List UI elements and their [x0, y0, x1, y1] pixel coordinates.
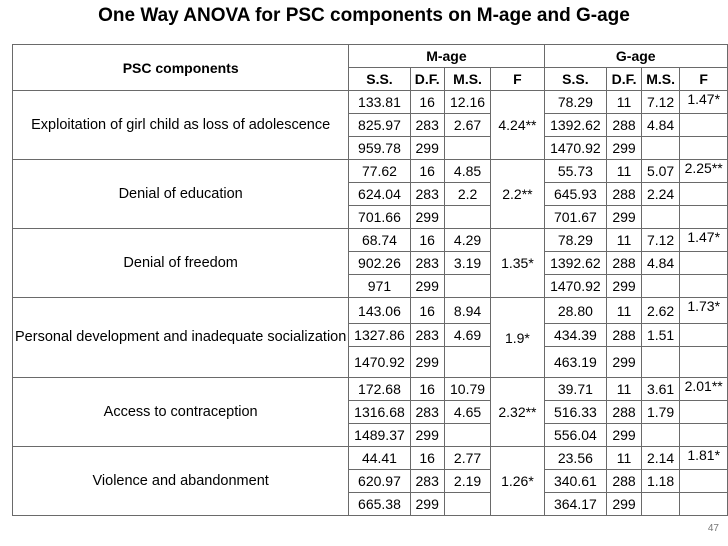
component-name: Denial of education: [13, 160, 349, 229]
m-df-cell: 16: [410, 229, 444, 252]
g-df-cell: 299: [607, 347, 642, 378]
m-ms-cell: 3.19: [444, 252, 491, 275]
m-df-cell: 283: [410, 401, 444, 424]
component-name: Denial of freedom: [13, 229, 349, 298]
g-f-empty-cell: [680, 324, 728, 347]
g-ms-cell: 2.62: [641, 298, 680, 324]
m-ss-cell: 68.74: [349, 229, 410, 252]
g-ss-cell: 645.93: [544, 183, 607, 206]
g-ms-cell: [641, 493, 680, 516]
header-m-f: F: [491, 68, 544, 91]
g-f-empty-cell: [680, 275, 728, 298]
g-ss-cell: 434.39: [544, 324, 607, 347]
m-ms-cell: [444, 493, 491, 516]
m-ms-cell: 8.94: [444, 298, 491, 324]
g-df-cell: 11: [607, 160, 642, 183]
g-f-cell: 1.47*: [680, 229, 728, 252]
page-number: 47: [707, 523, 719, 534]
m-f-cell: 2.32**: [491, 378, 544, 447]
g-f-empty-cell: [680, 424, 728, 447]
g-ss-cell: 28.80: [544, 298, 607, 324]
m-ss-cell: 77.62: [349, 160, 410, 183]
m-f-cell: 2.2**: [491, 160, 544, 229]
g-ms-cell: 1.18: [641, 470, 680, 493]
g-ms-cell: [641, 424, 680, 447]
m-ms-cell: 4.69: [444, 324, 491, 347]
m-ss-cell: 143.06: [349, 298, 410, 324]
m-ms-cell: 2.77: [444, 447, 491, 470]
table-row: [13, 160, 728, 183]
m-ms-cell: 10.79: [444, 378, 491, 401]
g-df-cell: 288: [607, 401, 642, 424]
g-df-cell: 11: [607, 447, 642, 470]
header-g-age: G-age: [544, 45, 727, 68]
m-df-cell: 283: [410, 114, 444, 137]
header-g-ms: M.S.: [641, 68, 680, 91]
header-psc-components: PSC components: [13, 45, 349, 91]
table-row: [13, 378, 728, 401]
m-ss-cell: 665.38: [349, 493, 410, 516]
m-ss-cell: 959.78: [349, 137, 410, 160]
g-df-cell: 11: [607, 91, 642, 114]
header-m-ms: M.S.: [444, 68, 491, 91]
table-body: [13, 91, 728, 516]
header-g-df: D.F.: [607, 68, 642, 91]
anova-table: [12, 44, 728, 516]
g-ss-cell: 463.19: [544, 347, 607, 378]
m-ms-cell: 4.85: [444, 160, 491, 183]
m-ms-cell: [444, 347, 491, 378]
g-df-cell: 288: [607, 252, 642, 275]
component-name: Personal development and inadequate socialization: [13, 298, 349, 378]
m-df-cell: 16: [410, 91, 444, 114]
g-df-cell: 11: [607, 229, 642, 252]
header-g-ss: S.S.: [544, 68, 607, 91]
g-f-empty-cell: [680, 137, 728, 160]
m-df-cell: 283: [410, 183, 444, 206]
g-df-cell: 299: [607, 275, 642, 298]
component-name: Access to contraception: [13, 378, 349, 447]
g-ms-cell: 7.12: [641, 91, 680, 114]
g-f-cell: 1.47*: [680, 91, 728, 114]
g-f-empty-cell: [680, 401, 728, 424]
g-df-cell: 11: [607, 298, 642, 324]
g-ss-cell: 516.33: [544, 401, 607, 424]
g-ss-cell: 340.61: [544, 470, 607, 493]
g-ms-cell: 4.84: [641, 252, 680, 275]
m-df-cell: 16: [410, 447, 444, 470]
g-ms-cell: 3.61: [641, 378, 680, 401]
g-df-cell: 288: [607, 114, 642, 137]
g-ms-cell: [641, 275, 680, 298]
g-ms-cell: [641, 206, 680, 229]
m-df-cell: 299: [410, 493, 444, 516]
g-ss-cell: 1392.62: [544, 252, 607, 275]
m-f-cell: 1.26*: [491, 447, 544, 516]
m-ss-cell: 1470.92: [349, 347, 410, 378]
m-ms-cell: 4.65: [444, 401, 491, 424]
g-df-cell: 288: [607, 183, 642, 206]
m-df-cell: 299: [410, 347, 444, 378]
g-ms-cell: 2.24: [641, 183, 680, 206]
g-f-cell: 2.25**: [680, 160, 728, 183]
m-ss-cell: 825.97: [349, 114, 410, 137]
m-ss-cell: 1489.37: [349, 424, 410, 447]
m-df-cell: 16: [410, 378, 444, 401]
g-ss-cell: 78.29: [544, 229, 607, 252]
g-ss-cell: 23.56: [544, 447, 607, 470]
g-ss-cell: 701.67: [544, 206, 607, 229]
m-df-cell: 299: [410, 424, 444, 447]
m-f-cell: 1.9*: [491, 298, 544, 378]
m-df-cell: 283: [410, 252, 444, 275]
g-ss-cell: 55.73: [544, 160, 607, 183]
g-ms-cell: 5.07: [641, 160, 680, 183]
g-df-cell: 299: [607, 206, 642, 229]
m-df-cell: 283: [410, 324, 444, 347]
m-ss-cell: 620.97: [349, 470, 410, 493]
g-f-cell: 2.01**: [680, 378, 728, 401]
g-f-empty-cell: [680, 252, 728, 275]
g-ss-cell: 1470.92: [544, 275, 607, 298]
g-ms-cell: [641, 137, 680, 160]
m-ms-cell: [444, 137, 491, 160]
g-f-empty-cell: [680, 493, 728, 516]
m-f-cell: 1.35*: [491, 229, 544, 298]
m-df-cell: 16: [410, 160, 444, 183]
g-f-cell: 1.81*: [680, 447, 728, 470]
m-ms-cell: 2.2: [444, 183, 491, 206]
m-ss-cell: 44.41: [349, 447, 410, 470]
g-ms-cell: 1.79: [641, 401, 680, 424]
g-df-cell: 299: [607, 493, 642, 516]
m-ss-cell: 971: [349, 275, 410, 298]
g-f-empty-cell: [680, 347, 728, 378]
m-df-cell: 283: [410, 470, 444, 493]
g-ms-cell: [641, 347, 680, 378]
g-f-empty-cell: [680, 183, 728, 206]
g-f-cell: 1.73*: [680, 298, 728, 324]
g-ss-cell: 364.17: [544, 493, 607, 516]
header-m-ss: S.S.: [349, 68, 410, 91]
g-df-cell: 11: [607, 378, 642, 401]
m-f-cell: 4.24**: [491, 91, 544, 160]
slide-title: One Way ANOVA for PSC components on M-age and G-age: [98, 5, 630, 26]
m-ms-cell: [444, 206, 491, 229]
header-m-age: M-age: [349, 45, 544, 68]
m-df-cell: 299: [410, 137, 444, 160]
m-ms-cell: 2.19: [444, 470, 491, 493]
m-ss-cell: 701.66: [349, 206, 410, 229]
g-df-cell: 288: [607, 324, 642, 347]
g-f-empty-cell: [680, 206, 728, 229]
component-name: Violence and abandonment: [13, 447, 349, 516]
table-row: [13, 298, 728, 324]
g-ms-cell: 2.14: [641, 447, 680, 470]
m-ss-cell: 1316.68: [349, 401, 410, 424]
m-ms-cell: [444, 424, 491, 447]
g-f-empty-cell: [680, 470, 728, 493]
m-df-cell: 299: [410, 206, 444, 229]
g-f-empty-cell: [680, 114, 728, 137]
g-ms-cell: 4.84: [641, 114, 680, 137]
table-row: [13, 229, 728, 252]
g-ms-cell: 1.51: [641, 324, 680, 347]
g-df-cell: 288: [607, 470, 642, 493]
table-row: [13, 447, 728, 470]
m-df-cell: 16: [410, 298, 444, 324]
m-ss-cell: 1327.86: [349, 324, 410, 347]
g-ss-cell: 1470.92: [544, 137, 607, 160]
g-ss-cell: 78.29: [544, 91, 607, 114]
header-row-groups: [13, 45, 728, 68]
m-ms-cell: [444, 275, 491, 298]
m-ms-cell: 12.16: [444, 91, 491, 114]
m-ms-cell: 4.29: [444, 229, 491, 252]
m-ss-cell: 624.04: [349, 183, 410, 206]
table-row: [13, 91, 728, 114]
header-g-f: F: [680, 68, 728, 91]
g-df-cell: 299: [607, 424, 642, 447]
g-ss-cell: 556.04: [544, 424, 607, 447]
component-name: Exploitation of girl child as loss of adolescence: [13, 91, 349, 160]
m-ms-cell: 2.67: [444, 114, 491, 137]
m-ss-cell: 902.26: [349, 252, 410, 275]
header-m-df: D.F.: [410, 68, 444, 91]
g-ss-cell: 39.71: [544, 378, 607, 401]
m-ss-cell: 172.68: [349, 378, 410, 401]
g-ms-cell: 7.12: [641, 229, 680, 252]
m-ss-cell: 133.81: [349, 91, 410, 114]
m-df-cell: 299: [410, 275, 444, 298]
g-df-cell: 299: [607, 137, 642, 160]
g-ss-cell: 1392.62: [544, 114, 607, 137]
